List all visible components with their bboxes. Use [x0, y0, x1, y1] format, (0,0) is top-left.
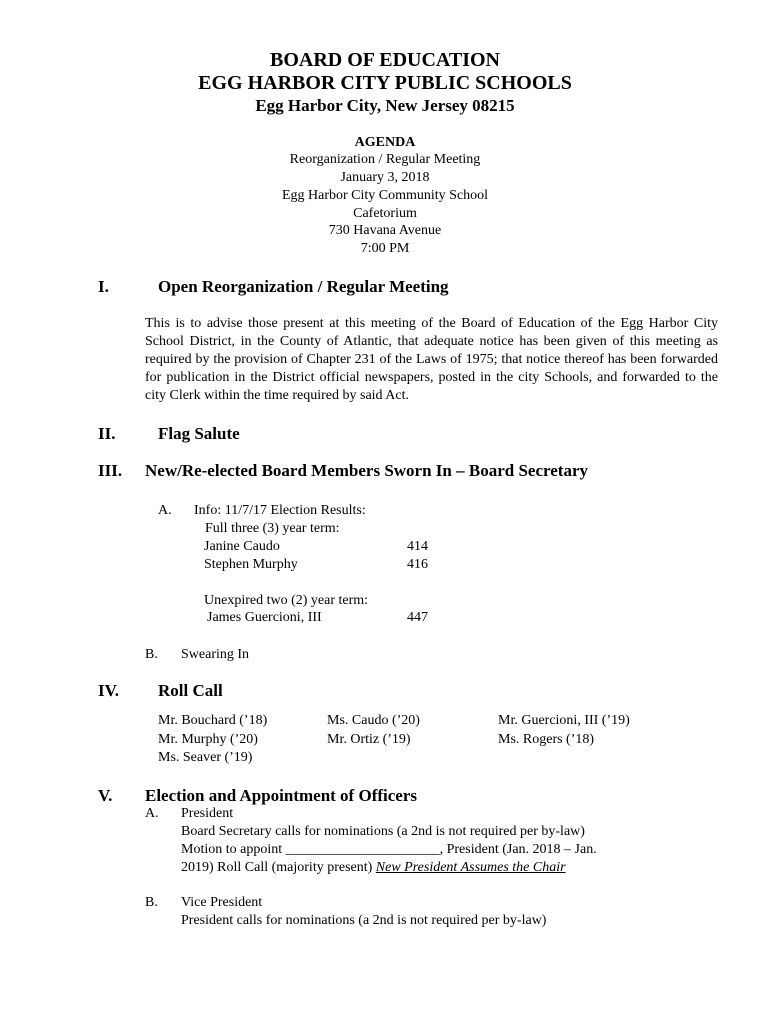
candidate-name: James Guercioni, III: [207, 610, 322, 625]
title-location: Egg Harbor City, New Jersey 08215: [255, 96, 515, 115]
swearing-in-label: Swearing In: [181, 647, 250, 662]
candidate-votes: 416: [407, 557, 428, 572]
vice-president-nomination-text: President calls for nominations (a 2nd is not required per by-law): [181, 913, 547, 928]
roll-call-member: Ms. Seaver (’19): [158, 750, 253, 765]
section-3-number: III.: [98, 461, 123, 480]
item-b-letter: B.: [145, 647, 158, 662]
candidate-name: Janine Caudo: [204, 539, 280, 554]
roll-call-member: Mr. Bouchard (’18): [158, 713, 268, 728]
section-2-title: Flag Salute: [158, 424, 240, 443]
candidate-votes: 447: [407, 610, 428, 625]
roll-call-member: Mr. Guercioni, III (’19): [498, 713, 630, 728]
vice-president-heading: Vice President: [181, 895, 263, 910]
roll-call-member: Ms. Rogers (’18): [498, 732, 595, 747]
unexpired-term-label: Unexpired two (2) year term:: [204, 593, 369, 608]
president-motion-text: Motion to appoint ______________________, President (Jan. 2018 – Jan.: [181, 842, 597, 857]
notice-paragraph: This is to advise those present at this meeting of the Board of Education of the Egg Harbor City School District, in the County of Atlantic, that adequate notice has been given of this meeting as required by the provision of Chapter 231 of the Laws of 1975; that notice thereof has been forwarded for publication in the District official newspapers, posted in the city Schools, and forwarded to the city Clerk within the time required by said Act.: [145, 316, 718, 403]
candidate-votes: 414: [407, 539, 428, 554]
section-4-number: IV.: [98, 681, 119, 700]
item-b-letter: B.: [145, 895, 158, 910]
full-term-label: Full three (3) year term:: [205, 521, 340, 536]
section-1-number: I.: [98, 277, 109, 296]
meeting-venue: Egg Harbor City Community School: [281, 188, 489, 203]
candidate-name: Stephen Murphy: [204, 557, 298, 572]
meeting-address: 730 Havana Avenue: [328, 223, 442, 238]
section-3-title: New/Re-elected Board Members Sworn In – Board Secretary: [145, 461, 589, 480]
section-4-title: Roll Call: [158, 681, 223, 700]
meeting-room: Cafetorium: [353, 206, 417, 221]
president-heading: President: [181, 806, 234, 821]
president-rollcall-text: 2019) Roll Call (majority present): [181, 860, 376, 875]
roll-call-member: Mr. Ortiz (’19): [327, 732, 411, 747]
roll-call-member: Ms. Caudo (’20): [327, 713, 420, 728]
roll-call-member: Mr. Murphy (’20): [158, 732, 258, 747]
meeting-date: January 3, 2018: [340, 170, 430, 185]
president-nomination-text: Board Secretary calls for nominations (a 2nd is not required per by-law): [181, 824, 585, 839]
item-a-letter: A.: [158, 503, 172, 518]
item-a-letter: A.: [145, 806, 159, 821]
election-results-label: Info: 11/7/17 Election Results:: [194, 503, 366, 518]
meeting-type: Reorganization / Regular Meeting: [289, 152, 481, 167]
section-1-title: Open Reorganization / Regular Meeting: [158, 277, 449, 296]
title-board: BOARD OF EDUCATION: [269, 49, 500, 71]
president-assumes-chair-note: New President Assumes the Chair: [375, 860, 566, 875]
section-2-number: II.: [98, 424, 116, 443]
agenda-heading: AGENDA: [354, 135, 416, 150]
meeting-time: 7:00 PM: [360, 241, 410, 256]
section-5-title: Election and Appointment of Officers: [145, 786, 417, 805]
section-5-number: V.: [98, 786, 113, 805]
president-rollcall-line: [181, 859, 566, 877]
title-district: EGG HARBOR CITY PUBLIC SCHOOLS: [198, 72, 572, 94]
